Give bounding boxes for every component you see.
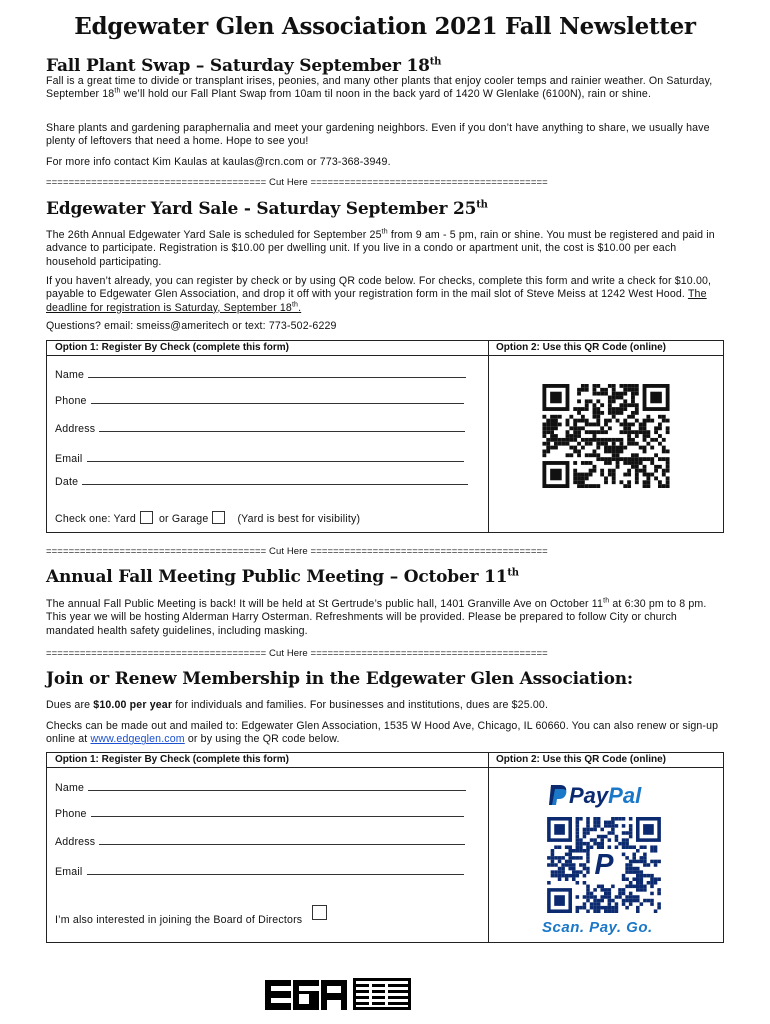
plant-swap-heading-text: Fall Plant Swap – Saturday September 18 bbox=[46, 56, 430, 76]
phone-label: Phone bbox=[55, 808, 87, 820]
cut-line: ======================================= Cut Here ========================================== bbox=[46, 177, 548, 188]
plant-swap-paragraph-2: Share plants and gardening paraphernalia and meet your gardening neighbors. Even if you don’t have anything to share, we usually have plenty of leftovers that need a home. Hope to see you! bbox=[46, 122, 710, 148]
dues-amount: $10.00 per year bbox=[93, 699, 173, 711]
fall-meeting-heading bbox=[46, 566, 519, 588]
phone-line[interactable] bbox=[91, 394, 464, 404]
dues-text-a: Dues are bbox=[46, 699, 94, 711]
date-label: Date bbox=[55, 476, 79, 488]
paypal-logo-icon bbox=[547, 783, 641, 807]
membership-name-field[interactable] bbox=[55, 781, 466, 795]
board-interest-label: I’m also interested in joining the Board of Directors bbox=[55, 914, 303, 926]
phone-label: Phone bbox=[55, 395, 87, 407]
registration-deadline-end: . bbox=[298, 301, 302, 314]
plant-swap-heading bbox=[46, 55, 441, 77]
registration-deadline-text: The deadline for registration is Saturday, September 18 bbox=[46, 288, 707, 314]
address-label: Address bbox=[55, 423, 96, 435]
dues-text-b: for individuals and families. For businesses and institutions, dues are $25.00. bbox=[172, 699, 549, 711]
membership-heading: Join or Renew Membership in the Edgewater Glen Association: bbox=[46, 669, 633, 689]
fall-meeting-sup: th bbox=[603, 597, 610, 605]
plant-swap-paragraph-3: For more info contact Kim Kaulas at kaulas@rcn.com or 773-368-3949. bbox=[46, 156, 391, 168]
yard-sale-name-field[interactable] bbox=[55, 368, 466, 382]
plant-swap-paragraph-1 bbox=[46, 75, 724, 102]
plant-swap-p1-sup: th bbox=[114, 87, 121, 95]
yard-sale-questions: Questions? email: smeiss@ameritech or text: 773-502-6229 bbox=[46, 320, 337, 332]
email-line[interactable] bbox=[87, 865, 464, 875]
yard-checkbox-icon[interactable] bbox=[140, 511, 153, 524]
yard-sale-p1-text-b: from 9 am - 5 pm, rain or shine. You must be registered and paid in advance to participate. Registration is $10.00 per dwelling unit. If you live in a condo or apartment unit, the cost is $10.00 per each household participating. bbox=[46, 229, 715, 268]
board-interest-field bbox=[55, 905, 333, 927]
scan-pay-go-tagline: Scan. Pay. Go. bbox=[542, 919, 653, 936]
address-line[interactable] bbox=[99, 835, 465, 845]
plant-swap-p1-text-b: we’ll hold our Fall Plant Swap from 10am til noon in the back yard of 1420 W Glenlake (6100N), rain or shine. bbox=[120, 88, 652, 101]
membership-option1-header: Option 1: Register By Check (complete this form) bbox=[47, 753, 488, 768]
yard-sale-qr-code-icon[interactable] bbox=[541, 384, 671, 488]
yard-sale-phone-field[interactable] bbox=[55, 394, 464, 408]
cut-line: ======================================= Cut Here ========================================== bbox=[46, 546, 548, 557]
fall-meeting-heading-text: Annual Fall Meeting Public Meeting – October 11 bbox=[46, 567, 508, 587]
yard-sale-p1-text-a: The 26th Annual Edgewater Yard Sale is scheduled for September 25 bbox=[46, 229, 382, 241]
yard-sale-paragraph-1 bbox=[46, 229, 724, 269]
mailing-text-end: or by using the QR code below. bbox=[184, 733, 340, 746]
yard-sale-type-choice bbox=[55, 513, 360, 526]
yard-sale-date-field[interactable] bbox=[55, 475, 468, 489]
or-garage-label: or Garage bbox=[158, 513, 209, 525]
paypal-qr-code-icon[interactable] bbox=[545, 817, 663, 913]
yard-sale-p1-sup: th bbox=[381, 228, 388, 236]
plant-swap-p1-text-a: Fall is a great time to divide or transplant irises, peonies, and many other plants that enjoy cooler temps and rainier weather. On Saturday, September 18 bbox=[46, 75, 713, 101]
fall-meeting-heading-sup: th bbox=[507, 567, 519, 579]
name-label: Name bbox=[55, 782, 85, 794]
address-line[interactable] bbox=[99, 422, 465, 432]
membership-paragraph-2 bbox=[46, 720, 724, 747]
membership-paragraph-1 bbox=[46, 699, 724, 712]
name-line[interactable] bbox=[88, 781, 466, 791]
yard-sale-heading-text: Edgewater Yard Sale - Saturday September 25 bbox=[46, 199, 477, 219]
fall-meeting-text-a: The annual Fall Public Meeting is back! It will be held at St Gertrude’s public hall, 1401 Granville Ave on October 11 bbox=[46, 598, 604, 610]
garage-checkbox-icon[interactable] bbox=[212, 511, 225, 524]
ega-logo-icon bbox=[265, 976, 411, 1012]
paypal-pay-text: Pay bbox=[569, 783, 609, 808]
name-line[interactable] bbox=[88, 368, 466, 378]
yard-sale-address-field[interactable] bbox=[55, 422, 465, 436]
fall-meeting-text-b: at 6:30 pm to 8 pm. This year we will be hosting Alderman Harry Osterman. Refreshments will be provided. Please be prepared to follow City or church mandated health safety guidelines, including masking. bbox=[46, 598, 707, 637]
email-line[interactable] bbox=[87, 452, 464, 462]
board-checkbox-icon[interactable] bbox=[312, 905, 327, 920]
paypal-pal-text: Pal bbox=[608, 783, 642, 808]
name-label: Name bbox=[55, 369, 85, 381]
membership-option2-header: Option 2: Use this QR Code (online) bbox=[488, 753, 723, 768]
phone-line[interactable] bbox=[91, 807, 464, 817]
svg-text:P: P bbox=[594, 848, 614, 881]
email-label: Email bbox=[55, 866, 83, 878]
membership-form-divider bbox=[488, 753, 489, 942]
yard-sale-heading-sup: th bbox=[476, 199, 488, 211]
yard-sale-form-divider bbox=[488, 341, 489, 532]
yard-sale-option1-header: Option 1: Register By Check (complete this form) bbox=[47, 341, 488, 356]
mailing-text: Checks can be made out and mailed to: Edgewater Glen Association, 1535 W Hood Ave, Chicago, IL 60660. You can also renew or sign-up online at bbox=[46, 720, 719, 746]
yard-sale-p2-text: If you haven’t already, you can register by check or by using QR code below. For checks, complete this form and write a check for $10.00, payable to Edgewater Glen Association, and drop it off with your registration form in the mail slot of Steve Meiss at 1242 West Hood. bbox=[46, 275, 712, 301]
paypal-p-icon bbox=[547, 783, 569, 807]
date-line[interactable] bbox=[82, 475, 468, 485]
yard-sale-heading bbox=[46, 198, 488, 220]
yard-sale-paragraph-2 bbox=[46, 275, 724, 315]
membership-email-field[interactable] bbox=[55, 865, 464, 879]
yard-sale-form-box bbox=[46, 340, 724, 533]
cut-line: ======================================= Cut Here ========================================== bbox=[46, 648, 548, 659]
yard-sale-email-field[interactable] bbox=[55, 452, 464, 466]
email-label: Email bbox=[55, 453, 83, 465]
plant-swap-heading-sup: th bbox=[429, 56, 442, 68]
membership-form-box bbox=[46, 752, 724, 943]
page-title: Edgewater Glen Association 2021 Fall Newsletter bbox=[74, 13, 696, 40]
membership-phone-field[interactable] bbox=[55, 807, 464, 821]
address-label: Address bbox=[55, 836, 96, 848]
yard-visibility-note: (Yard is best for visibility) bbox=[237, 513, 361, 525]
check-one-label: Check one: Yard bbox=[55, 513, 136, 525]
fall-meeting-paragraph bbox=[46, 598, 724, 638]
membership-address-field[interactable] bbox=[55, 835, 465, 849]
yard-sale-option2-header: Option 2: Use this QR Code (online) bbox=[488, 341, 723, 356]
registration-deadline-sup: th bbox=[291, 301, 299, 309]
website-link[interactable]: www.edgeglen.com bbox=[90, 733, 185, 746]
